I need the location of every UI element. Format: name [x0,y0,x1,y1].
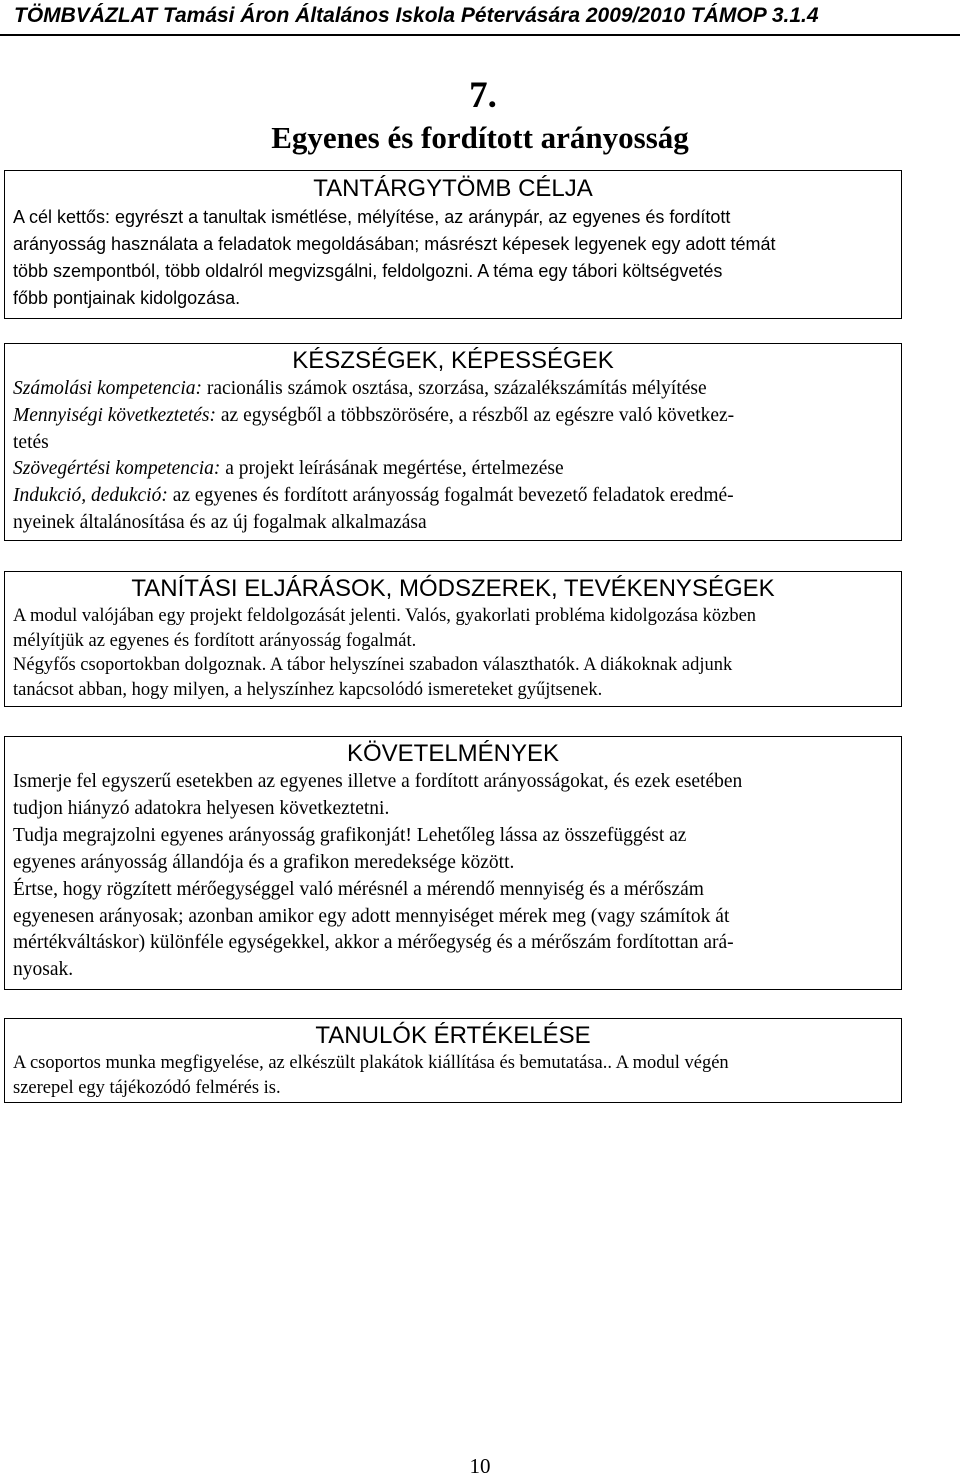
page-header: TÖMBVÁZLAT Tamási Áron Általános Iskola Pétervására 2009/2010 TÁMOP 3.1.4 [14,4,819,27]
section-goal-title: TANTÁRGYTÖMB CÉLJA [313,175,593,202]
assessment-line: A csoportos munka megfigyelése, az elkészült plakátok kiállítása és bemutatása.. A modul végén [13,1053,729,1073]
chapter-number: 7. [469,75,497,116]
section-goal-line: főbb pontjainak kidolgozása. [13,288,241,308]
skill-line [13,456,901,483]
skill-line [13,510,901,537]
requirement-line: nyosak. [13,959,74,981]
section-methods-title: TANÍTÁSI ELJÁRÁSOK, MÓDSZEREK, TEVÉKENYSÉGEK [131,575,775,602]
method-line: A modul valójában egy projekt feldolgozását jelenti. Valós, gyakorlati probléma kidolgozása közben [13,606,757,626]
chapter-title: Egyenes és fordított arányosság [271,120,689,155]
skill-label: Mennyiségi következtetés: [13,404,217,426]
section-goal-line: A cél kettős: egyrészt a tanultak ismétlése, mélyítése, az aránypár, az egyenes és fordított [13,207,731,227]
requirement-line: Ismerje fel egyszerű esetekben az egyenes illetve a fordított arányosságokat, és ezek esetében [13,771,743,792]
skill-line [13,376,901,403]
section-assessment [4,1018,902,1103]
header-rule [0,34,960,36]
page-number: 10 [469,1454,491,1478]
assessment-line: szerepel egy tájékozódó felmérés is. [13,1077,281,1098]
requirement-line: tudjon hiányzó adatokra helyesen következtetni. [13,797,390,819]
requirement-line: Tudja megrajzolni egyenes arányosság grafikonját! Lehetőleg lássa az összefüggést az [13,824,687,846]
section-assessment-title: TANULÓK ÉRTÉKELÉSE [315,1022,591,1049]
section-skills [4,343,902,541]
skill-text: racionális számok osztása, szorzása, százalékszámítás mélyítése [202,378,707,399]
skill-text: nyeinek általánosítása és az új fogalmak alkalmazása [13,511,427,533]
section-skills-title: KÉSZSÉGEK, KÉPESSÉGEK [292,347,614,374]
skill-text: tetés [13,431,49,453]
requirement-line: egyenesen arányosak; azonban amikor egy adott mennyiséget mérek meg (vagy számítok át [13,905,730,927]
skill-label: Számolási kompetencia: [13,378,203,399]
skill-label: Szövegértési kompetencia: [13,458,221,480]
requirement-line: egyenes arányosság állandója és a grafikon meredeksége között. [13,851,515,873]
section-goal-line: arányosság használata a feladatok megoldásában; másrészt képesek legyenek egy adott témát [13,234,776,254]
requirement-line: mértékváltáskor) különféle egységekkel, akkor a mérőegység és a mérőszám fordítottan ará- [13,932,734,954]
method-line: mélyítjük az egyenes és fordított arányosság fogalmát. [13,630,417,651]
skill-text: az egyenes és fordított arányosság fogalmát bevezető feladatok eredmé- [167,485,734,507]
section-goal-line: több szempontból, több oldalról megvizsgálni, feldolgozni. A téma egy tábori költségvetés [13,261,723,281]
section-goal [4,170,902,319]
section-requirements [4,736,902,990]
skill-line [13,483,901,510]
section-methods [4,571,902,707]
skill-line [13,430,901,457]
requirement-line: Értse, hogy rögzített mérőegységgel való mérésnél a mérendő mennyiség és a mérőszám [13,878,704,900]
skill-text: a projekt leírásának megértése, értelmezése [220,458,564,480]
section-requirements-title: KÖVETELMÉNYEK [346,740,560,767]
skill-label: Indukció, dedukció: [13,485,168,507]
skill-text: az egységből a többszörösére, a részből az egészre való következ- [216,404,735,426]
method-line: Négyfős csoportokban dolgoznak. A tábor helyszínei szabadon választhatók. A diákoknak adjunk [13,655,733,675]
method-line: tanácsot abban, hogy milyen, a helyszínhez kapcsolódó ismereteket gyűjtsenek. [13,679,603,700]
skill-line [13,403,901,430]
